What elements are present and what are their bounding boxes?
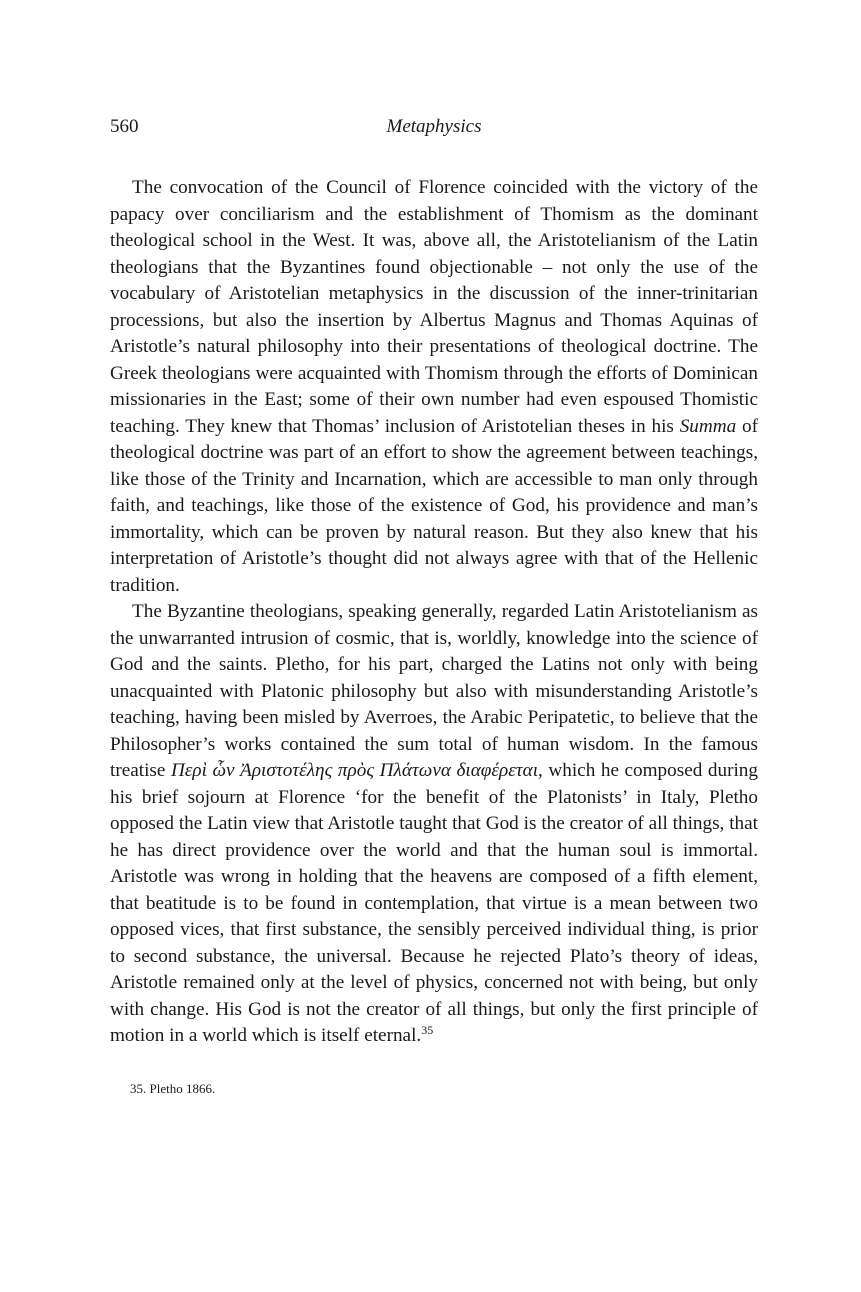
paragraph-text: The convocation of the Council of Florence coincided with the victory of the papacy over conciliarism and the establishment of Thomism as the dominant theological school in the West. It was, above all, the Aristotelianism of the Latin theologians that the Byzantines found objectionable – not only the use of the vocabulary of Aristotelian metaphysics in the discussion of the inner-trinitarian processions, but also the insertion by Albertus Magnus and Thomas Aquinas of Aristotle’s natural philosophy into their presentations of theological doctrine. The Greek theologians were acquainted with Thomism through the efforts of Dominican missionaries in the East; some of their own number had even espoused Thomistic teaching. They knew that Thomas’ inclusion of Aristotelian theses in his <box>110 177 758 437</box>
paragraph-text: , which he composed during his brief sojourn at Florence ‘for the benefit of the Platonists’ in Italy, Pletho opposed the Latin view that Aristotle taught that God is the creator of all things, that he has direct providence over the world and that the human soul is immortal. Aristotle was wrong in holding that the heavens are composed of a fifth element, that beatitude is to be found in contemplation, that virtue is a mean between two opposed vices, that first substance, the sensibly perceived individual thing, is prior to second substance, the universal. Because he rejected Plato’s theory of ideas, Aristotle remained only at the level of physics, concerned not with being, but only with change. His God is not the creator of all things, but only the first principle of motion in a world which is itself eternal. <box>110 760 758 1046</box>
paragraph-text: The Byzantine theologians, speaking generally, regarded Latin Aristotelianism as the unwarranted intrusion of cosmic, that is, worldly, knowledge into the science of God and the saints. Pletho, for his part, charged the Latins not only with being unacquainted with Platonic philosophy but also with misunderstanding Aristotle’s teaching, having been misled by Averroes, the Arabic Peripatetic, to believe that the Philosopher’s works contained the sum total of human wisdom. In the famous treatise <box>110 601 758 781</box>
paragraph <box>110 599 758 1050</box>
footnotes <box>110 1080 758 1098</box>
paragraph <box>110 175 758 599</box>
footnote-reference[interactable]: 35 <box>421 1023 434 1037</box>
greek-treatise-title: Περὶ ὧν Ἀριστοτέλης πρὸς Πλάτωνα διαφέρεται <box>170 760 539 781</box>
book-title: Summa <box>679 415 737 437</box>
running-head <box>110 112 758 142</box>
footnote: 35. Pletho 1866. <box>130 1080 216 1096</box>
page-number: 560 <box>110 116 139 137</box>
paragraph-text: of theological doctrine was part of an effort to show the agreement between teachings, like those of the Trinity and Incarnation, which are accessible to man only through faith, and teachings, like those of the existence of God, his providence and man’s immortality, which can be proven by natural reason. But they also knew that his interpretation of Aristotle’s thought did not always agree with that of the Hellenic tradition. <box>110 415 759 596</box>
running-title: Metaphysics <box>386 116 482 137</box>
book-page <box>110 112 758 1098</box>
body-text <box>110 175 758 1050</box>
